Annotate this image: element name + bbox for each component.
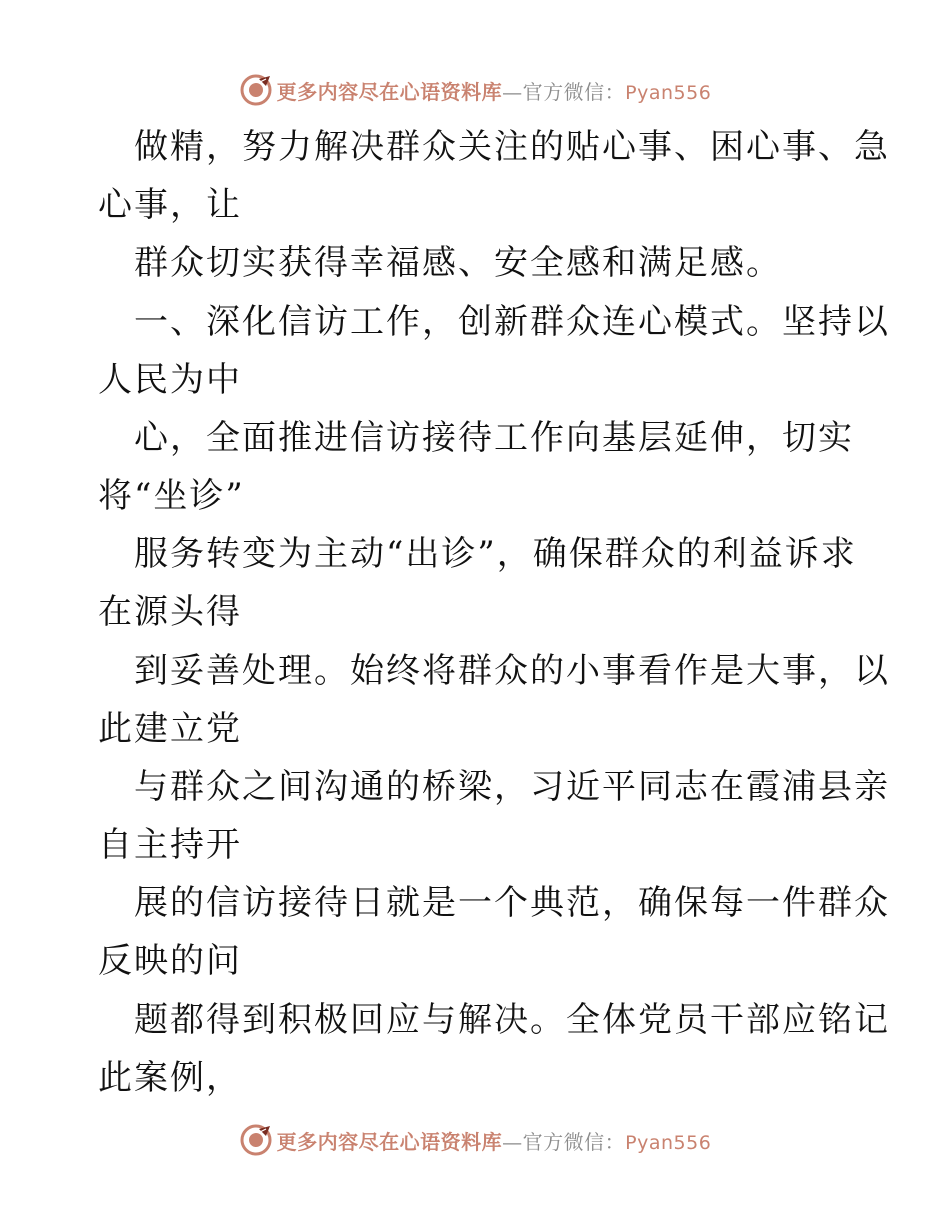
watermark-banner-bottom bbox=[0, 1120, 950, 1160]
text-line: 在源头得 bbox=[98, 592, 242, 632]
text-line: 展的信访接待日就是一个典范，确保每一件群众 bbox=[134, 883, 890, 923]
text-line: 自主持开 bbox=[98, 825, 242, 865]
text-line: 此建立党 bbox=[98, 709, 242, 749]
watermark-separator: — bbox=[502, 79, 523, 104]
watermark-wechat-label: 官方微信： bbox=[522, 79, 626, 104]
text-line: 一、深化信访工作，创新群众连心模式。坚持以 bbox=[134, 302, 890, 342]
text-line: 心事，让 bbox=[98, 185, 242, 225]
watermark-separator: — bbox=[502, 1129, 523, 1154]
text-line: 题都得到积极回应与解决。全体党员干部应铭记 bbox=[134, 1000, 890, 1040]
watermark-library-text: 更多内容尽在心语资料库 bbox=[276, 1129, 503, 1154]
watermark-wechat-id: Pyan556 bbox=[625, 1131, 712, 1154]
text-line: 到妥善处理。始终将群众的小事看作是大事，以 bbox=[134, 651, 890, 691]
watermark-library-text: 更多内容尽在心语资料库 bbox=[276, 79, 503, 104]
text-line: 心，全面推进信访接待工作向基层延伸，切实 bbox=[134, 418, 854, 458]
text-line: 人民为中 bbox=[98, 360, 242, 400]
text-line: 服务转变为主动“出诊”，确保群众的利益诉求 bbox=[134, 534, 857, 574]
text-line: 群众切实获得幸福感、安全感和满足感。 bbox=[134, 243, 782, 283]
pen-circle-logo-icon bbox=[239, 1123, 273, 1157]
text-line: 此案例， bbox=[98, 1058, 242, 1098]
text-line: 做精，努力解决群众关注的贴心事、困心事、急 bbox=[134, 127, 890, 167]
text-line: 与群众之间沟通的桥梁，习近平同志在霞浦县亲 bbox=[134, 767, 890, 807]
watermark-wechat-id: Pyan556 bbox=[625, 81, 712, 104]
watermark-wechat-label: 官方微信： bbox=[522, 1129, 626, 1154]
text-line: 将“坐诊” bbox=[98, 476, 245, 516]
text-line: 反映的问 bbox=[98, 941, 242, 981]
watermark-text bbox=[277, 1126, 712, 1155]
